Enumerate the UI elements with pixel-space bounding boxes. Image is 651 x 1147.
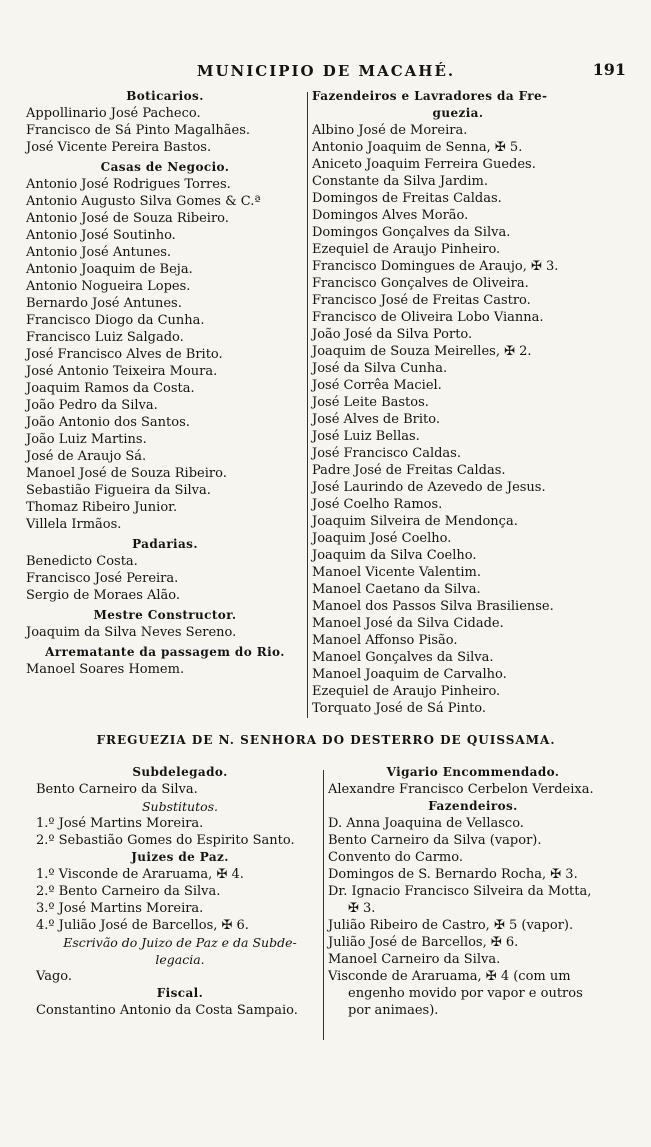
list-item: 2.º Bento Carneiro da Silva. <box>36 884 221 899</box>
list-item: Manoel Gonçalves da Silva. <box>312 650 494 665</box>
list-item: Julião José de Barcellos, ✠ 6. <box>328 935 519 950</box>
section-heading-fazendeiros-freguezia: Fazendeiros e Lavradores da Fre- <box>312 89 548 103</box>
list-item: Domingos de Freitas Caldas. <box>312 191 502 206</box>
boticarios-list <box>26 105 304 156</box>
list-item: Francisco Luiz Salgado. <box>26 330 184 345</box>
section-heading-padarias: Padarias. <box>132 537 198 551</box>
list-item: 4.º Julião José de Barcellos, ✠ 6. <box>36 918 249 933</box>
list-item: Padre José de Freitas Caldas. <box>312 463 506 478</box>
section-heading-negocio: Casas de Negocio. <box>100 160 230 174</box>
list-item: Francisco Diogo da Cunha. <box>26 313 205 328</box>
list-item: Bernardo José Antunes. <box>26 296 182 311</box>
list-item: Ezequiel de Araujo Pinheiro. <box>312 242 501 257</box>
list-item-continuation: ✠ 3. <box>348 901 376 916</box>
list-item: José da Silva Cunha. <box>312 361 448 376</box>
list-item: Joaquim Silveira de Mendonça. <box>312 514 518 529</box>
list-item: José Corrêa Maciel. <box>312 378 442 393</box>
list-item: João José da Silva Porto. <box>312 327 473 342</box>
section-heading-constructor: Mestre Constructor. <box>93 608 237 622</box>
list-item: 1.º José Martins Moreira. <box>36 816 204 831</box>
list-item: José Alves de Brito. <box>312 412 440 427</box>
list-item: João Luiz Martins. <box>26 432 147 447</box>
list-item: Joaquim Ramos da Costa. <box>26 381 195 396</box>
list-item: João Antonio dos Santos. <box>26 415 190 430</box>
list-item: José Vicente Pereira Bastos. <box>26 140 212 155</box>
list-item: 1.º Visconde de Araruama, ✠ 4. <box>36 867 244 882</box>
list-item: Constante da Silva Jardim. <box>312 174 488 189</box>
list-item: Joaquim José Coelho. <box>312 531 452 546</box>
list-item: José Francisco Alves de Brito. <box>26 347 223 362</box>
page-number: 191 <box>592 60 626 79</box>
list-item-continuation: engenho movido por vapor e outros <box>348 986 583 1001</box>
list-item: Manoel Carneiro da Silva. <box>328 952 501 967</box>
negocio-list <box>26 176 304 533</box>
list-item: Albino José de Moreira. <box>312 123 468 138</box>
list-item: Antonio Augusto Silva Gomes & C.ª <box>26 194 261 209</box>
list-item: Manoel Affonso Pisão. <box>312 633 458 648</box>
list-item: Francisco de Oliveira Lobo Vianna. <box>312 310 544 325</box>
list-item: Julião Ribeiro de Castro, ✠ 5 (vapor). <box>328 918 574 933</box>
list-item: Manoel Vicente Valentim. <box>312 565 481 580</box>
list-item: Bento Carneiro da Silva. <box>36 782 198 797</box>
list-item: Benedicto Costa. <box>26 554 138 569</box>
list-item: Ezequiel de Araujo Pinheiro. <box>312 684 501 699</box>
bottom-right-column <box>328 764 618 1019</box>
list-item: Sebastião Figueira da Silva. <box>26 483 211 498</box>
page-title: MUNICIPIO DE MACAHÉ. <box>196 62 456 80</box>
list-item: Domingos Gonçalves da Silva. <box>312 225 511 240</box>
list-item: Francisco Domingues de Araujo, ✠ 3. <box>312 259 559 274</box>
list-item: Francisco José Pereira. <box>26 571 179 586</box>
left-column <box>26 88 304 678</box>
list-item: Manoel Soares Homem. <box>26 662 185 677</box>
list-item: Antonio Joaquim de Beja. <box>26 262 193 277</box>
section-heading-juizes: Juizes de Paz. <box>131 850 229 864</box>
section-heading-fiscal: Fiscal. <box>156 986 204 1000</box>
list-item: Antonio José Soutinho. <box>26 228 176 243</box>
fazendeiros-list <box>312 122 604 717</box>
list-item: Francisco José de Freitas Castro. <box>312 293 531 308</box>
list-item: Convento do Carmo. <box>328 850 463 865</box>
list-item: José Laurindo de Azevedo de Jesus. <box>312 480 546 495</box>
list-item: Manoel José da Silva Cidade. <box>312 616 504 631</box>
list-item: João Pedro da Silva. <box>26 398 158 413</box>
list-item: José de Araujo Sá. <box>26 449 147 464</box>
list-item: Villela Irmãos. <box>26 517 122 532</box>
list-item: Antonio José Antunes. <box>26 245 172 260</box>
list-item: José Antonio Teixeira Moura. <box>26 364 218 379</box>
section-heading-boticarios: Boticarios. <box>126 89 204 103</box>
list-item: Domingos de S. Bernardo Rocha, ✠ 3. <box>328 867 578 882</box>
list-item: José Leite Bastos. <box>312 395 429 410</box>
list-item: Constantino Antonio da Costa Sampaio. <box>36 1003 298 1018</box>
list-item: Manoel José de Souza Ribeiro. <box>26 466 227 481</box>
bottom-left-column <box>36 764 324 1019</box>
list-item: Visconde de Araruama, ✠ 4 (com um <box>328 969 571 984</box>
list-item: Antonio José de Souza Ribeiro. <box>26 211 229 226</box>
section-heading-fazendeiros: Fazendeiros. <box>428 799 518 813</box>
list-item: Appollinario José Pacheco. <box>26 106 201 121</box>
section-title-quissama: FREGUEZIA DE N. SENHORA DO DESTERRO DE QUISSAMA. <box>96 733 556 747</box>
list-item: Domingos Alves Morão. <box>312 208 469 223</box>
list-item: Francisco de Sá Pinto Magalhães. <box>26 123 251 138</box>
list-item: Aniceto Joaquim Ferreira Guedes. <box>312 157 536 172</box>
list-item: 2.º Sebastião Gomes do Espirito Santo. <box>36 833 295 848</box>
list-item: José Coelho Ramos. <box>312 497 443 512</box>
list-item: Antonio José Rodrigues Torres. <box>26 177 231 192</box>
list-item: José Luiz Bellas. <box>312 429 420 444</box>
section-heading-escrivao: Escrivão do Juizo de Paz e da Subde- <box>63 935 297 950</box>
list-item: José Francisco Caldas. <box>312 446 461 461</box>
list-item: Antonio Joaquim de Senna, ✠ 5. <box>312 140 523 155</box>
list-item: Joaquim de Souza Meirelles, ✠ 2. <box>312 344 532 359</box>
section-heading-escrivao-cont: legacia. <box>155 952 205 967</box>
list-item: Bento Carneiro da Silva (vapor). <box>328 833 542 848</box>
list-item: Joaquim da Silva Coelho. <box>312 548 477 563</box>
list-item: Francisco Gonçalves de Oliveira. <box>312 276 529 291</box>
list-item: Torquato José de Sá Pinto. <box>312 701 487 716</box>
section-heading-vigario: Vigario Encommendado. <box>386 765 560 779</box>
list-item: Manoel Caetano da Silva. <box>312 582 481 597</box>
list-item: D. Anna Joaquina de Vellasco. <box>328 816 524 831</box>
column-divider <box>307 92 308 718</box>
section-heading-substitutos: Substitutos. <box>141 799 219 814</box>
list-item: Thomaz Ribeiro Junior. <box>26 500 178 515</box>
list-item: Manoel Joaquim de Carvalho. <box>312 667 507 682</box>
list-item: Dr. Ignacio Francisco Silveira da Motta, <box>328 884 592 899</box>
section-heading-subdelegado: Subdelegado. <box>132 765 228 779</box>
right-column <box>312 88 604 717</box>
list-item: Vago. <box>36 969 72 984</box>
padarias-list <box>26 553 304 604</box>
section-heading-arrematante: Arrematante da passagem do Rio. <box>45 645 285 659</box>
list-item: Sergio de Moraes Alão. <box>26 588 181 603</box>
section-heading-fazendeiros-freguezia-cont: guezia. <box>432 106 484 120</box>
page-header <box>26 58 626 84</box>
list-item: 3.º José Martins Moreira. <box>36 901 204 916</box>
list-item-continuation: por animaes). <box>348 1003 439 1018</box>
list-item: Antonio Nogueira Lopes. <box>26 279 191 294</box>
list-item: Alexandre Francisco Cerbelon Verdeixa. <box>328 782 594 797</box>
list-item: Joaquim da Silva Neves Sereno. <box>26 625 237 640</box>
list-item: Manoel dos Passos Silva Brasiliense. <box>312 599 554 614</box>
